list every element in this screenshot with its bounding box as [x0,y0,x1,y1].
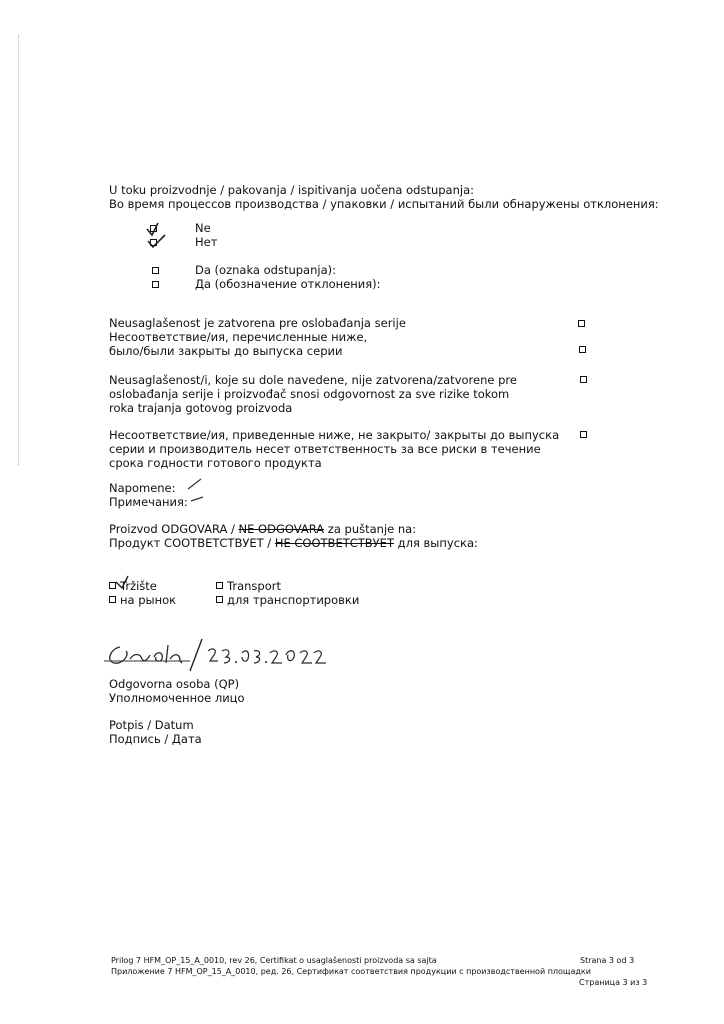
market-label-sr: Tržište [120,579,157,593]
yes-option-label [195,263,381,291]
check-mark-icon [145,219,175,253]
responsible-person [109,677,245,705]
release-ru-slash: / [263,536,275,550]
footer-page-sr: Strana 3 od 3 [580,956,635,965]
deviations-question [109,183,659,211]
transport-checkbox-ru[interactable] [216,596,223,603]
nonconformity-open-ru-line-3: срока годности готового продукта [109,456,322,470]
release-sr-suffix: za puštanje na: [324,522,417,536]
release-sr-prefix: Proizvod [109,522,162,536]
deviations-question-sr: U toku proizvodnje / pakovanja / ispitivanja uočena odstupanja: [109,183,475,197]
scan-edge-artifact [18,35,20,465]
remarks-dash-marks [185,475,215,505]
signature-date-ru: Подпись / Дата [109,732,202,746]
signature-date [109,718,202,746]
remarks-label-sr: Napomene: [109,481,176,495]
release-statement-ru [109,536,478,550]
release-ru-suffix: для выпуска: [393,536,478,550]
yes-label-ru: Да (обозначение отклонения): [195,277,381,291]
release-ru-not-corresponds: НЕ СООТВЕТСТВУЕТ [274,536,394,550]
transport-option-ru [216,593,359,607]
release-sr-corresponds: ODGOVARA [161,522,228,536]
footer-line-ru: Приложение 7 HFM_OP_15_A_0010, ред. 26, Сертификат соответствия продукции с производственной площадки [111,967,591,976]
yes-checkbox-ru[interactable] [152,281,159,288]
transport-label-ru: для транспортировки [227,593,360,607]
nonconformity-open-ru [109,428,559,470]
remarks-label-ru: Примечания: [109,495,188,509]
nonconformity-closed [109,316,406,358]
nonconformity-closed-ru-1: Несоответствие/ия, перечисленные ниже, [109,330,368,344]
nonconformity-open-checkbox-ru[interactable] [580,431,587,438]
responsible-person-ru: Уполномоченное лицо [109,691,245,705]
nonconformity-open-sr-line-2: oslobađanja serije i proizvođač snosi odgovornost za sve rizike tokom [109,387,510,401]
no-label-sr: Ne [195,221,211,235]
release-sr-slash: / [227,522,239,536]
footer-page-ru: Страница 3 из 3 [579,978,648,987]
market-check-mark-icon [112,574,132,604]
responsible-person-sr: Odgovorna osoba (QP) [109,677,240,691]
nonconformity-closed-sr: Neusaglašenost je zatvorena pre oslobađanja serije [109,316,406,330]
remarks [109,481,188,509]
nonconformity-closed-checkbox-sr[interactable] [578,320,585,327]
release-ru-prefix: Продукт [109,536,165,550]
nonconformity-open-sr-line-3: roka trajanja gotovog proizvoda [109,401,293,415]
transport-option[interactable] [216,579,359,607]
transport-option-sr [216,579,359,593]
release-statement-sr [109,522,478,536]
yes-label-sr: Da (oznaka odstupanja): [195,263,336,277]
transport-checkbox[interactable] [216,582,223,589]
nonconformity-open-checkbox-sr[interactable] [580,376,587,383]
nonconformity-open-ru-line-2: серии и производитель несет ответственность за все риски в течение [109,442,541,456]
deviations-question-ru: Во время процессов производства / упаковки / испытаний были обнаружены отклонения: [109,197,659,211]
yes-checkbox[interactable] [152,267,159,274]
release-statement [109,522,478,550]
release-sr-not-corresponds: NE ODGOVARA [238,522,325,536]
nonconformity-open-sr [109,373,517,415]
footer-line-sr: Prilog 7 HFM_OP_15_A_0010, rev 26, Certifikat o usaglašenosti proizvoda sa sajta [111,956,437,965]
market-label-ru: на рынок [120,593,177,607]
nonconformity-closed-checkbox-ru[interactable] [579,346,586,353]
handwritten-signature [100,637,330,677]
nonconformity-open-ru-line-1: Несоответствие/ия, приведенные ниже, не закрыто/ закрыты до выпуска [109,428,560,442]
release-ru-corresponds: СООТВЕТСТВУЕТ [164,536,264,550]
signature-date-sr: Potpis / Datum [109,718,194,732]
nonconformity-closed-ru-2: было/были закрыты до выпуска серии [109,344,343,358]
no-label-ru: Нет [195,235,218,249]
nonconformity-open-sr-line-1: Neusaglašenost/i, koje su dole navedene, nije zatvorena/zatvorene pre [109,373,517,387]
transport-label-sr: Transport [227,579,281,593]
no-option-label [195,221,217,249]
